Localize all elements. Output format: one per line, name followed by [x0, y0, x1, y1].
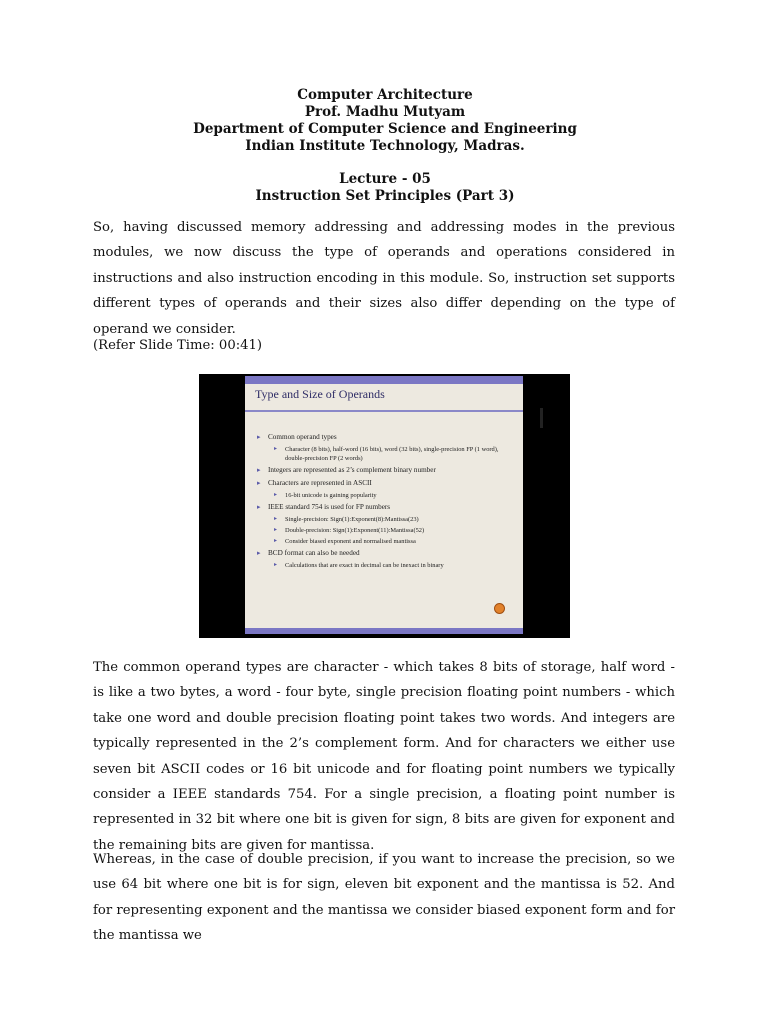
- slide-top-bar: [245, 376, 523, 384]
- lecture-slide-figure: [199, 374, 570, 638]
- lecture-number: Lecture - 05: [339, 171, 431, 187]
- slide-bullet: ▸ BCD format can also be needed: [257, 548, 517, 558]
- slide-bullet: ▸ IEEE standard 754 is used for FP numbers: [257, 502, 517, 512]
- slide-bullet: ▸ Common operand types: [257, 432, 517, 442]
- slide: [245, 376, 523, 634]
- document-header: [0, 87, 768, 155]
- slide-sub-bullet: ▸ Character (8 bits), half-word (16 bits), word (32 bits), single-precision FP (1 word), double-precision FP (2 words): [257, 445, 517, 463]
- operand-types-paragraph: The common operand types are character - which takes 8 bits of storage, half word - is like a two bytes, a word - four byte, single precision floating point numbers - which take one word and double precision floating point takes two words. And integers are typically represented in the 2’s complement form. And for characters we either use seven bit ASCII codes or 16 bit unicode and for floating point numbers we typically consider a IEEE standards 754. For a single precision, a floating point number is represented in 32 bit where one bit is given for sign, 8 bits are given for exponent and the remaining bits are given for mantissa.: [93, 660, 675, 853]
- institute-logo-icon: [494, 603, 505, 614]
- slide-title-divider: [245, 410, 523, 412]
- slide-sub-bullet: ▸ 16-bit unicode is gaining popularity: [257, 491, 517, 500]
- video-frame-marker: [540, 408, 543, 428]
- double-precision-paragraph: Whereas, in the case of double precision, if you want to increase the precision, so we use 64 bit where one bit is for sign, eleven bit exponent and the mantissa is 52. And for representing exponent and the mantissa we consider biased exponent form and for the mantissa we: [93, 852, 675, 944]
- department-name: Department of Computer Science and Engineering: [193, 121, 577, 137]
- slide-bullet: ▸ Characters are represented in ASCII: [257, 478, 517, 488]
- course-title: Computer Architecture: [297, 87, 473, 103]
- slide-bullet-list: [257, 432, 517, 572]
- institute-name: Indian Institute Technology, Madras.: [245, 138, 525, 154]
- slide-time-reference: (Refer Slide Time: 00:41): [93, 338, 263, 353]
- professor-name: Prof. Madhu Mutyam: [304, 104, 466, 120]
- intro-paragraph: So, having discussed memory addressing and addressing modes in the previous modules, we now discuss the type of operands and operations considered in instructions and also instruction encoding in this module. So, instruction set supports different types of operands and their sizes also differ depending on the type of operand we consider.: [93, 220, 675, 337]
- slide-sub-bullet: ▸ Single-precision: Sign(1):Exponent(8):Mantissa(23): [257, 515, 517, 524]
- lecture-heading: [0, 171, 768, 205]
- slide-sub-bullet: ▸ Calculations that are exact in decimal can be inexact in binary: [257, 561, 517, 570]
- slide-footer-bar: [245, 628, 523, 634]
- lecture-title: Instruction Set Principles (Part 3): [255, 188, 515, 204]
- slide-bullet: ▸ Integers are represented as 2’s complement binary number: [257, 465, 517, 475]
- slide-sub-bullet: ▸ Consider biased exponent and normalised mantissa: [257, 537, 517, 546]
- slide-title: Type and Size of Operands: [255, 387, 385, 401]
- slide-sub-bullet: ▸ Double-precision: Sign(1):Exponent(11):Mantissa(52): [257, 526, 517, 535]
